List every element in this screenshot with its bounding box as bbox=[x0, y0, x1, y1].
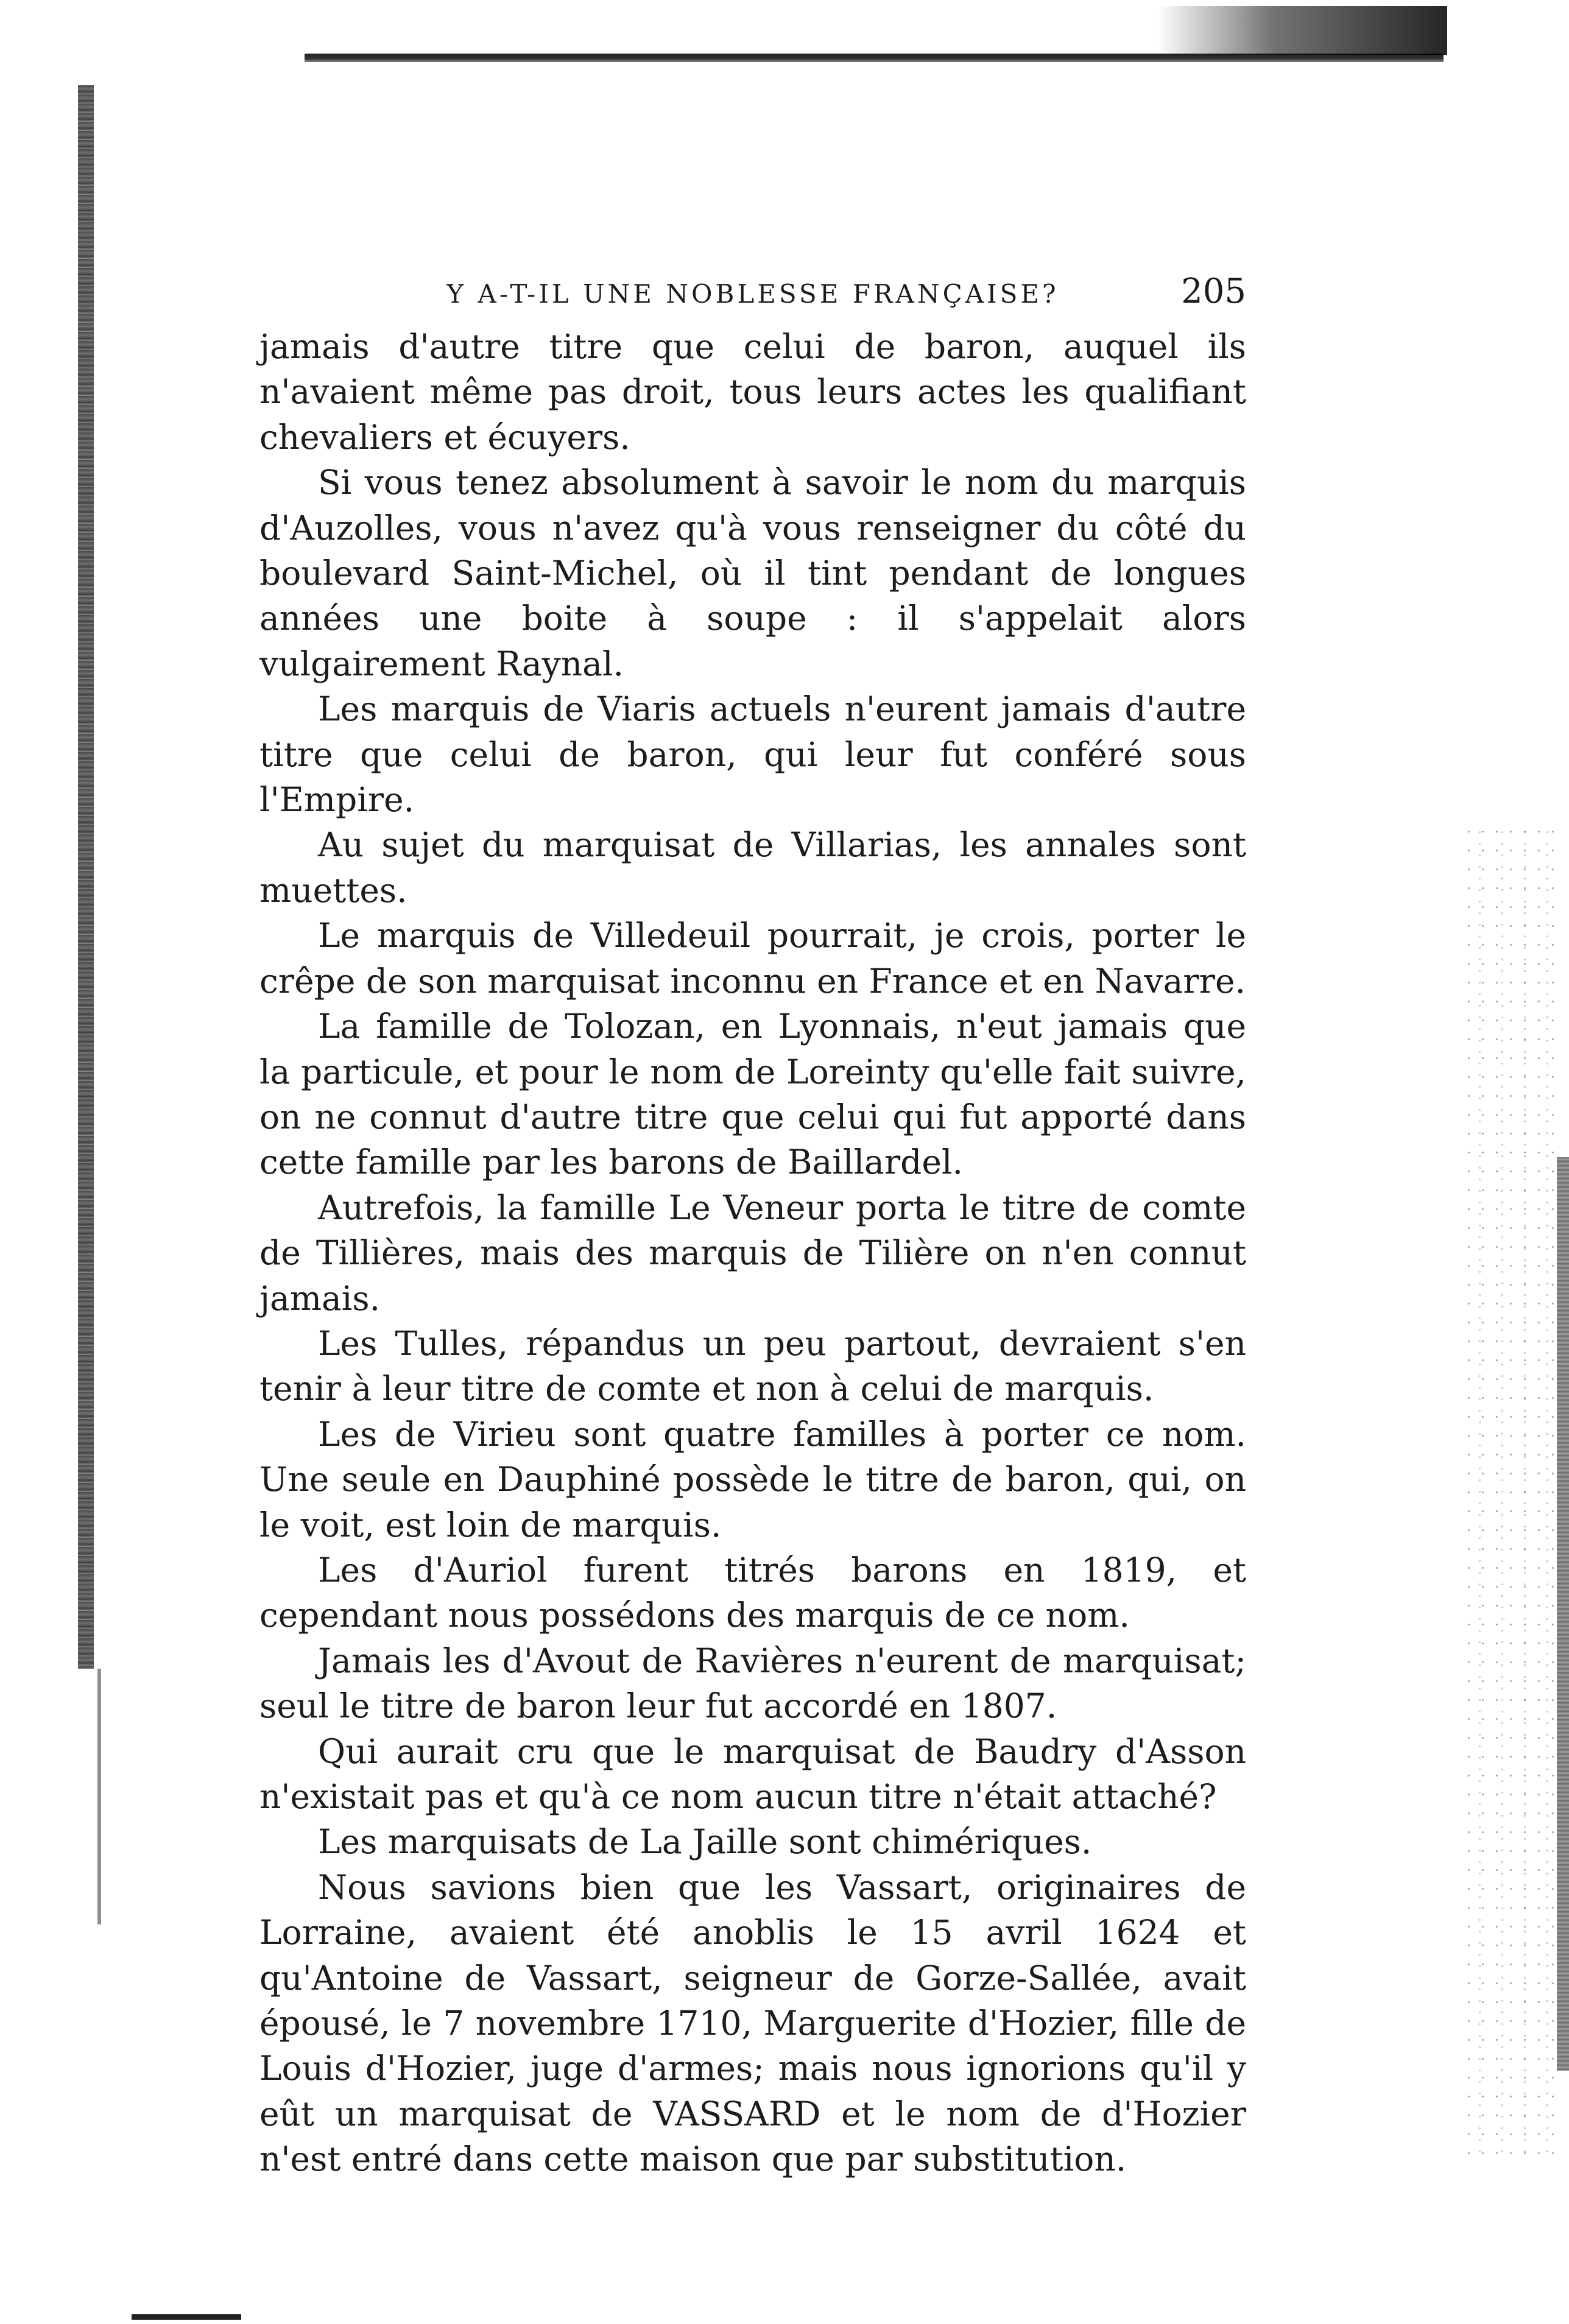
paragraph: Qui aurait cru que le marquisat de Baudry d'Asson n'existait pas et qu'à ce nom aucun titre n'était attaché? bbox=[259, 1731, 1246, 1816]
paragraph: Le marquis de Villedeuil pourrait, je crois, porter le crêpe de son marquisat inconnu en France et en Navarre. bbox=[259, 916, 1246, 1001]
paragraph: Autrefois, la famille Le Veneur porta le titre de comte de Tillières, mais des marquis de Tilière on n'en connut jamais. bbox=[259, 1188, 1246, 1318]
paragraph: La famille de Tolozan, en Lyonnais, n'eut jamais que la particule, et pour le nom de Loreinty qu'elle fait suivre, on ne connut d'autre titre que celui qui fut apporté dans cette famille par les barons de Baillardel. bbox=[259, 1007, 1246, 1182]
running-head bbox=[259, 268, 1246, 323]
paragraph: Jamais les d'Avout de Ravières n'eurent de marquisat; seul le titre de baron leur fut accordé en 1807. bbox=[259, 1641, 1246, 1726]
book-page bbox=[259, 268, 1246, 2182]
scan-top-rule bbox=[305, 54, 1444, 62]
paragraph: Les marquis de Viaris actuels n'eurent jamais d'autre titre que celui de baron, qui leur fut conféré sous l'Empire. bbox=[259, 689, 1246, 820]
paragraph: Nous savions bien que les Vassart, originaires de Lorraine, avaient été anoblis le 15 avril 1624 et qu'Antoine de Vassart, seigneur de Gorze-Sallée, avait épousé, le 7 novembre 1710, Marguerite d'Hozier, fille de Louis d'Hozier, juge d'armes; mais nous ignorions qu'il y eût un marquisat de VASSARD et le nom de d'Hozier n'est entré dans cette maison que par substitution. bbox=[259, 1867, 1246, 2179]
paragraph: Les de Virieu sont quatre familles à porter ce nom. Une seule en Dauphiné possède le titre de baron, qui, on le voit, est loin de marquis. bbox=[259, 1414, 1246, 1544]
scan-bottom-mark bbox=[132, 2314, 241, 2320]
running-title: Y A-T-IL UNE NOBLESSE FRANÇAISE? bbox=[446, 279, 1059, 309]
paragraph: jamais d'autre titre que celui de baron, auquel ils n'avaient même pas droit, tous leurs actes les qualifiant chevaliers et écuyers. bbox=[259, 327, 1246, 457]
body-text bbox=[259, 324, 1246, 2182]
paragraph: Si vous tenez absolument à savoir le nom du marquis d'Auzolles, vous n'avez qu'à vous renseigner du côté du boulevard Saint-Michel, où il tint pendant de longues années une boite à soupe : il s'appelait alors vulgairement Raynal. bbox=[259, 463, 1246, 683]
scan-binding-tail bbox=[97, 1669, 101, 1924]
paragraph: Les marquisats de La Jaille sont chimériques. bbox=[318, 1822, 1092, 1862]
scan-top-shadow bbox=[1157, 6, 1447, 55]
paragraph: Au sujet du marquisat de Villarias, les annales sont muettes. bbox=[259, 825, 1246, 910]
scan-speckle-noise bbox=[1462, 822, 1565, 2162]
paragraph: Les Tulles, répandus un peu partout, devraient s'en tenir à leur titre de comte et non à celui de marquis. bbox=[259, 1323, 1246, 1409]
scan-right-edge bbox=[1557, 1157, 1569, 2071]
page-number: 205 bbox=[1181, 272, 1246, 311]
paragraph: Les d'Auriol furent titrés barons en 1819, et cependant nous possédons des marquis de ce nom. bbox=[259, 1550, 1246, 1635]
scan-binding-edge bbox=[78, 85, 94, 1669]
